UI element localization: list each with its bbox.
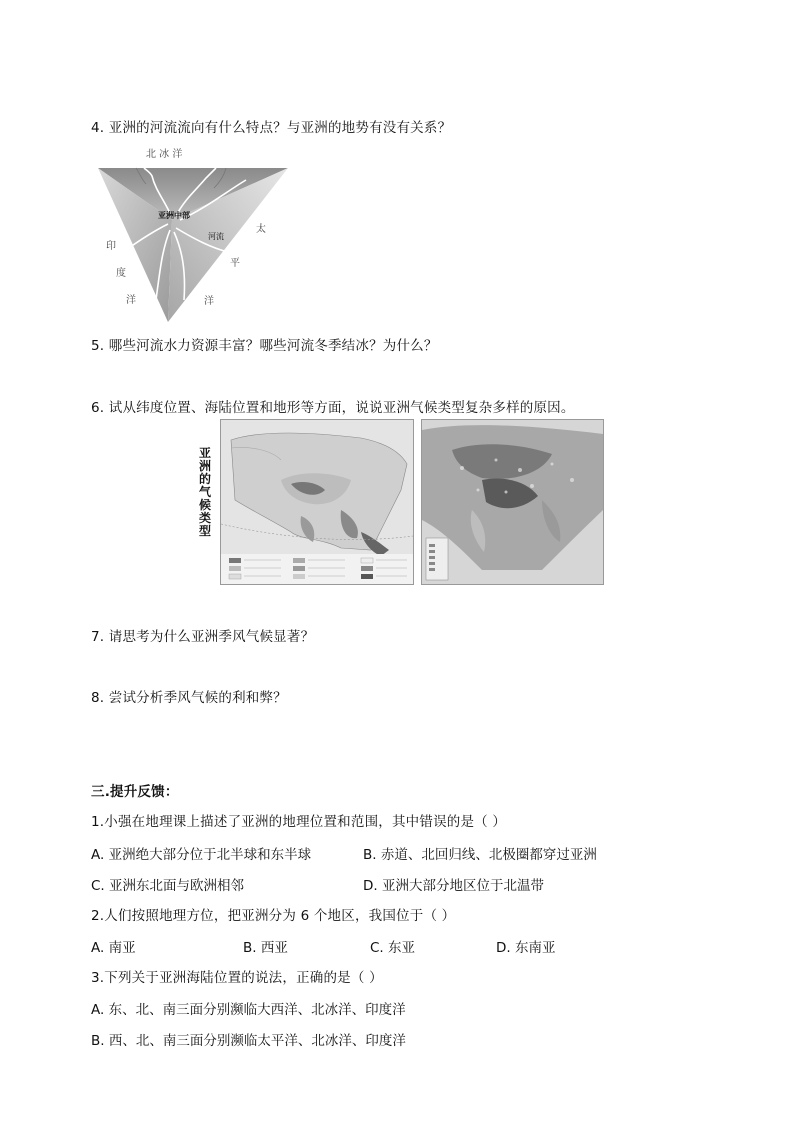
question-6: 6. 试从纬度位置、海陆位置和地形等方面，说说亚洲气候类型复杂多样的原因。	[91, 400, 575, 416]
mcq-2-option-c: C. 东亚	[370, 940, 416, 956]
label-asia-center: 亚洲中部	[158, 211, 190, 220]
mcq-1-option-b: B. 赤道、北回归线、北极圈都穿过亚洲	[363, 847, 597, 863]
mcq-1-option-d: D. 亚洲大部分地区位于北温带	[363, 878, 544, 894]
climate-map-title: 亚洲的气候类型	[198, 446, 211, 538]
mcq-2-option-b: B. 西亚	[243, 940, 288, 956]
mcq-2-stem: 2.人们按照地理方位，把亚洲分为 6 个地区，我国位于（ ）	[91, 908, 456, 924]
label-pacific-1: 太	[256, 224, 266, 235]
mcq-1-option-a: A. 亚洲绝大部分位于北半球和东半球	[91, 847, 312, 863]
question-7: 7. 请思考为什么亚洲季风气候显著？	[91, 629, 315, 645]
question-4: 4. 亚洲的河流流向有什么特点？与亚洲的地势有没有关系？	[91, 120, 452, 136]
label-arctic-ocean: 北 冰 洋	[146, 149, 183, 160]
terrain-map-image	[422, 420, 603, 584]
climate-map-image	[221, 420, 413, 584]
mcq-3-option-b: B. 西、北、南三面分别濒临太平洋、北冰洋、印度洋	[91, 1033, 406, 1049]
mcq-3-option-a: A. 东、北、南三面分别濒临大西洋、北冰洋、印度洋	[91, 1002, 406, 1018]
label-river: 河流	[208, 232, 224, 241]
river-flow-diagram	[96, 140, 292, 325]
label-pacific-3: 洋	[204, 296, 214, 307]
section-3-heading: 三.提升反馈：	[91, 784, 179, 800]
mcq-2-option-a: A. 南亚	[91, 940, 136, 956]
question-8: 8. 尝试分析季风气候的利和弊？	[91, 690, 287, 706]
label-indian-1: 印	[106, 241, 116, 252]
mcq-3-stem: 3.下列关于亚洲海陆位置的说法，正确的是（ ）	[91, 970, 383, 986]
question-5: 5. 哪些河流水力资源丰富？哪些河流冬季结冰？为什么？	[91, 338, 438, 354]
label-indian-2: 度	[116, 268, 126, 279]
label-pacific-2: 平	[230, 258, 240, 269]
mcq-2-option-d: D. 东南亚	[496, 940, 556, 956]
asia-climate-map	[220, 419, 414, 585]
asia-terrain-map	[421, 419, 604, 585]
mcq-1-stem: 1.小强在地理课上描述了亚洲的地理位置和范围，其中错误的是（ ）	[91, 814, 507, 830]
mcq-1-option-c: C. 亚洲东北面与欧洲相邻	[91, 878, 245, 894]
label-indian-3: 洋	[126, 295, 136, 306]
